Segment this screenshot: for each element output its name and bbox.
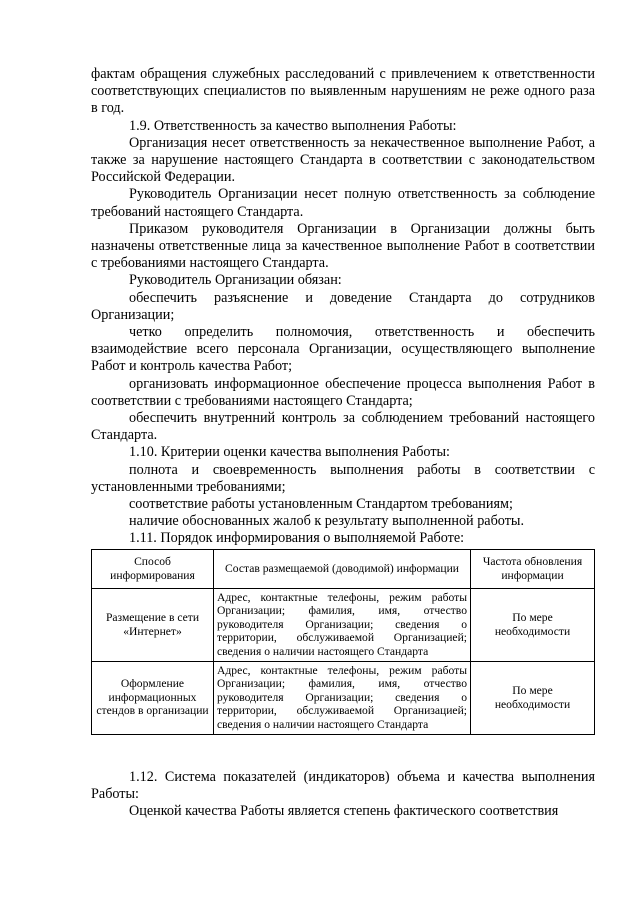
document-body <box>91 66 595 820</box>
frequency-cell: По мере необходимости <box>471 661 595 734</box>
method-cell: Оформление информационных стендов в организации <box>92 661 214 734</box>
section-1-9-heading: 1.9. Ответственность за качество выполнения Работы: <box>129 117 457 134</box>
spacer <box>91 735 595 769</box>
org-responsibility-paragraph: Организация несет ответственность за некачественное выполнение Работ, а также за нарушение настоящего Стандарта в соответствии с законодательством Российской Федерации. <box>91 134 595 186</box>
table-row <box>92 588 595 661</box>
section-1-12-heading: 1.12. Система показателей (индикаторов) объема и качества выполнения Работы: <box>91 768 595 802</box>
intro-paragraph: фактам обращения служебных расследований с привлечением к ответственности соответствующих специалистов по выявленным нарушениям не реже одного раза в год. <box>91 66 595 117</box>
criterion-item: соответствие работы установленным Стандартом требованиям; <box>129 496 513 513</box>
duty-item: обеспечить внутренний контроль за соблюдением требований настоящего Стандарта. <box>91 410 595 444</box>
duty-item: обеспечить разъяснение и доведение Стандарта до сотрудников Организации; <box>91 289 595 323</box>
table-header-cell: Состав размещаемой (доводимой) информации <box>214 549 471 588</box>
content-cell: Адрес, контактные телефоны, режим работы Организации; фамилия, имя, отчество руководителя Организации; сведения о территории, обслуживаемой Организацией; сведения о наличии настоящего Стандарта <box>214 661 471 734</box>
method-cell: Размещение в сети «Интернет» <box>92 588 214 661</box>
frequency-cell: По мере необходимости <box>471 588 595 661</box>
criterion-item: наличие обоснованных жалоб к результату выполненной работы. <box>129 513 524 530</box>
table-row <box>92 661 595 734</box>
duty-item: четко определить полномочия, ответственность и обеспечить взаимодействие всего персонала Организации, осуществляющего выполнение Работ и контроль качества Работ; <box>91 324 595 375</box>
order-paragraph: Приказом руководителя Организации в Организации должны быть назначены ответственные лица за качественное выполнение Работ в соответствии с требованиями настоящего Стандарта. <box>91 220 595 272</box>
head-responsibility-paragraph: Руководитель Организации несет полную ответственность за соблюдение требований настоящего Стандарта. <box>91 186 595 220</box>
head-obligations-paragraph: Руководитель Организации обязан: <box>129 272 342 289</box>
section-1-11-heading: 1.11. Порядок информирования о выполняемой Работе: <box>129 530 465 547</box>
table-header-cell: Частота обновления информации <box>471 549 595 588</box>
content-cell: Адрес, контактные телефоны, режим работы Организации; фамилия, имя, отчество руководителя Организации; сведения о территории, обслуживаемой Организацией; сведения о наличии настоящего Стандарта <box>214 588 471 661</box>
information-table <box>91 549 595 735</box>
table-header-cell: Способ информирования <box>92 549 214 588</box>
final-paragraph: Оценкой качества Работы является степень фактического соответствия <box>129 803 559 820</box>
section-1-10-heading: 1.10. Критерии оценки качества выполнения Работы: <box>129 444 450 461</box>
table-header-row <box>92 549 595 588</box>
duty-item: организовать информационное обеспечение процесса выполнения Работ в соответствии с требованиями настоящего Стандарта; <box>91 375 595 409</box>
criterion-item: полнота и своевременность выполнения работы в соответствии с установленными требованиями; <box>91 461 595 495</box>
